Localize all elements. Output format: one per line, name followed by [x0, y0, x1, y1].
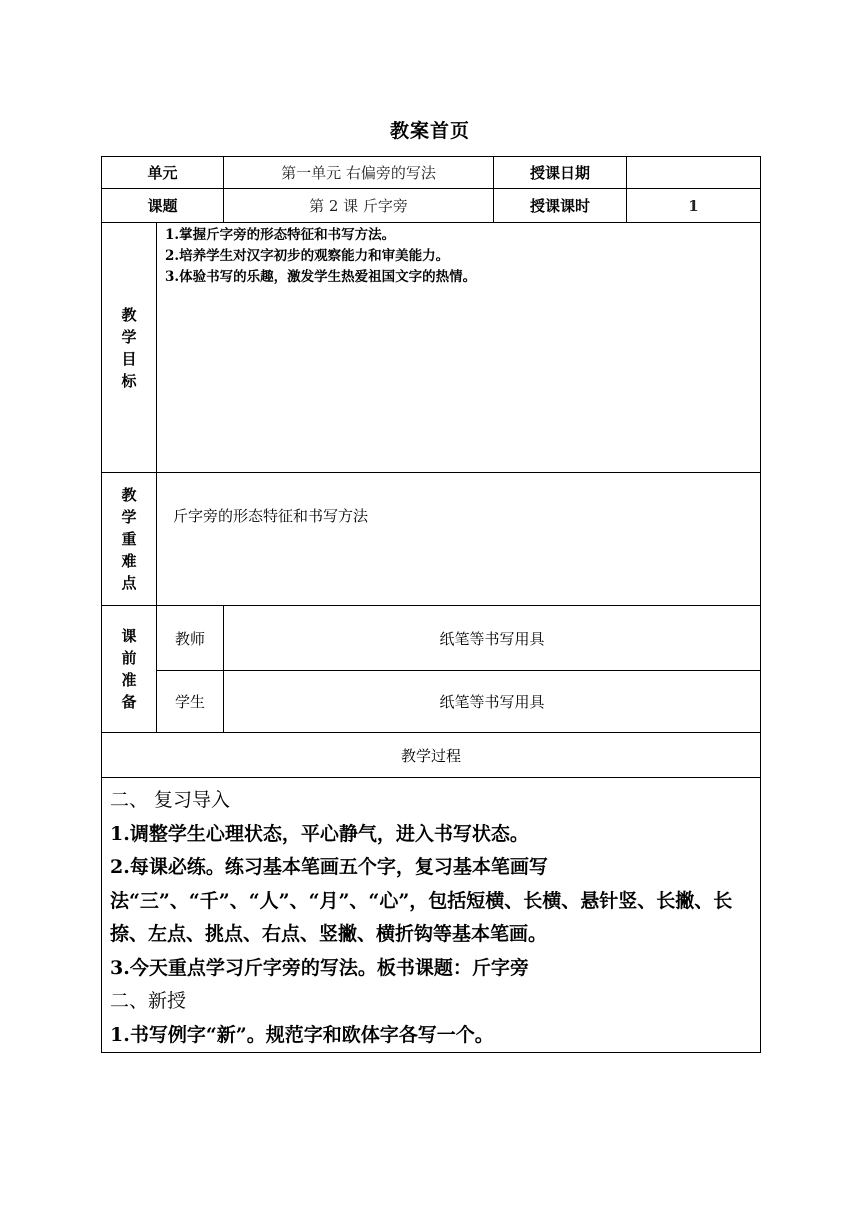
page-title: 教案首页: [389, 120, 470, 142]
teacher-label: 教师: [157, 606, 224, 671]
date-label: 授课日期: [494, 157, 627, 189]
process-line: 二、 复习导入: [110, 789, 231, 811]
teacher-value: 纸笔等书写用具: [224, 606, 761, 671]
unit-label: 单元: [102, 157, 224, 189]
prep-label: 课 前 准 备: [102, 606, 157, 733]
goals-content: [157, 223, 761, 473]
goals-label: 教 学 目 标: [102, 223, 157, 473]
goal-item: 1.掌握斤字旁的形态特征和书写方法。: [165, 227, 396, 243]
process-line: 3.今天重点学习斤字旁的写法。板书课题：斤字旁: [110, 956, 529, 979]
hours-value: 1: [627, 189, 761, 223]
topic-row: [102, 189, 761, 223]
unit-row: [102, 157, 761, 189]
topic-value: 第 2 课 斤字旁: [224, 189, 494, 223]
lesson-plan-table: [101, 156, 761, 1053]
key-points-content: 斤字旁的形态特征和书写方法: [157, 473, 761, 606]
hours-label: 授课课时: [494, 189, 627, 223]
process-line: 2.每课必练。练习基本笔画五个字，复习基本笔画写法“三”、“千”、“人”、“月”、“心”，包括短横、长横、悬针竖、长撇、长捺、左点、挑点、右点、竖撇、横折钩等基本笔画。: [110, 856, 733, 945]
prep-teacher-row: [102, 606, 761, 671]
topic-label: 课题: [102, 189, 224, 223]
key-points-row: [102, 473, 761, 606]
goals-row: [102, 223, 761, 473]
goal-item: 2.培养学生对汉字初步的观察能力和审美能力。: [165, 248, 450, 264]
date-value: [627, 157, 761, 189]
student-label: 学生: [157, 671, 224, 733]
process-body: [102, 778, 761, 1053]
process-line: 二、新授: [110, 990, 187, 1012]
process-line: 1.书写例字“新”。规范字和欧体字各写一个。: [110, 1023, 494, 1046]
process-title: 教学过程: [102, 733, 761, 778]
student-value: 纸笔等书写用具: [224, 671, 761, 733]
key-points-label: 教 学 重 难 点: [102, 473, 157, 606]
prep-student-row: [102, 671, 761, 733]
process-title-row: [102, 733, 761, 778]
process-line: 1.调整学生心理状态，平心静气，进入书写状态。: [110, 822, 529, 845]
process-body-row: [102, 778, 761, 1053]
goal-item: 3.体验书写的乐趣，激发学生热爱祖国文字的热情。: [165, 269, 477, 285]
unit-value: 第一单元 右偏旁的写法: [224, 157, 494, 189]
